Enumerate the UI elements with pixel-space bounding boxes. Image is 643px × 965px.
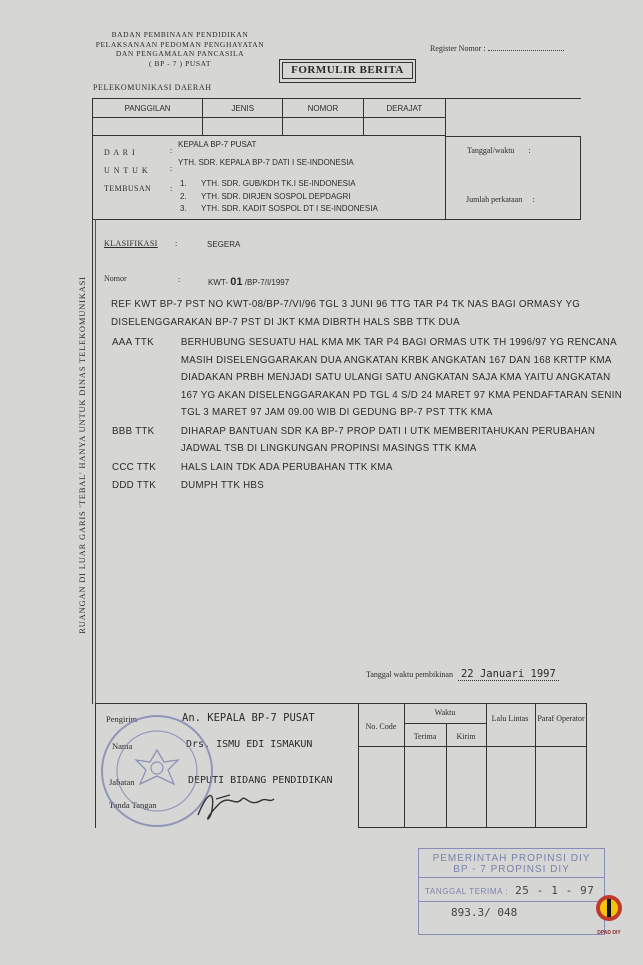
- org-line-1: BADAN PEMBINAAN PENDIDIKAN: [111, 30, 249, 39]
- col-jenis: JENIS: [203, 99, 283, 118]
- untuk-label: U N T U K: [104, 166, 149, 175]
- klasifikasi-label: KLASIFIKASI: [104, 239, 158, 248]
- nama-label: Nama: [112, 741, 133, 751]
- waktu-header: Waktu: [434, 708, 456, 717]
- signature-icon: [190, 785, 280, 825]
- receipt-tanggal: TANGGAL TERIMA : 25 - 1 - 97: [425, 884, 595, 897]
- nomor-value: KWT- 01 /BP-7/I/1997: [208, 276, 290, 288]
- tembusan-item: 2. YTH. SDR. DIRJEN SOSPOL DEPDAGRI: [180, 191, 351, 201]
- jumlah-perkataan-label: Jumlah perkataan :: [466, 195, 535, 204]
- nomor-label: Nomor: [104, 274, 127, 283]
- nama-value: Drs. ISMU EDI ISMAKUN: [186, 739, 313, 750]
- form-title-box: [279, 59, 416, 83]
- telecom-label: PELEKOMUNIKASI DAERAH: [93, 83, 212, 92]
- klasifikasi-value: SEGERA: [207, 240, 241, 249]
- call-sign-table: [92, 98, 446, 136]
- kirim-header: Kirim: [456, 732, 476, 741]
- org-line-4: ( BP - 7 ) PUSAT: [148, 58, 212, 68]
- terima-header: Terima: [413, 732, 437, 741]
- jabatan-label: Jabatan: [109, 777, 135, 787]
- ttd-label: Tanda Tangan: [109, 800, 157, 810]
- tembusan-item: 1. YTH. SDR. GUB/KDH TK.I SE-INDONESIA: [180, 179, 356, 188]
- no-code-header: No. Code: [365, 722, 397, 731]
- paragraph-ddd: DDD TTK DUMPH TTK HBS: [112, 479, 265, 491]
- organization-header: [85, 30, 275, 68]
- paraf-operator-header: Paraf Operator: [537, 714, 585, 723]
- untuk-value: YTH. SDR. KEPALA BP-7 DATI I SE-INDONESIA: [178, 158, 354, 167]
- tanggal-pembikinan-value: 22 Januari 1997: [458, 668, 559, 681]
- tanggal-waktu-label: Tanggal/waktu :: [467, 146, 531, 155]
- message-paragraphs: [112, 334, 633, 495]
- message-ref: REF KWT BP-7 PST NO KWT-08/BP-7/VI/96 TGL 3 JUNI 96 TTG TAR P4 TK NAS BAGI ORMASY YG DISELENGGARAKAN BP-7 PST DI JKT KMA DIBRTH HALS SBB TTK DUA: [111, 298, 581, 328]
- archive-label: DPAD DIY: [597, 930, 621, 936]
- org-line-3: DAN PENGAMALAN PANCASILA: [115, 49, 245, 58]
- org-line-2: PELAKSANAAN PEDOMAN PENGHAYATAN: [95, 39, 265, 49]
- side-notice: RUANGAN DI LUAR GARIS 'TEBAL' HANYA UNTUK DINAS TELEKOMUNIKASI: [77, 276, 87, 634]
- register-label: Register Nomor :: [430, 44, 486, 53]
- receipt-stamp-line-2: BP - 7 PROPINSI DIY: [453, 864, 570, 875]
- archive-emblem-icon: [594, 893, 624, 927]
- register-number: [430, 44, 564, 53]
- receipt-tanggal-value: 25 - 1 - 97: [515, 884, 595, 897]
- pengirim-label: Pengirim: [106, 714, 138, 724]
- receipt-number: 893.3/ 048: [451, 906, 518, 919]
- tembusan-item: 3. YTH. SDR. KADIT SOSPOL DT I SE-INDONESIA: [180, 204, 378, 213]
- receipt-stamp: [418, 848, 605, 935]
- col-panggilan: PANGGILAN: [93, 99, 203, 118]
- paragraph-ccc: CCC TTK HALS LAIN TDK ADA PERUBAHAN TTK KMA: [112, 460, 393, 473]
- dari-value: KEPALA BP-7 PUSAT: [178, 140, 257, 149]
- pengirim-value: An. KEPALA BP-7 PUSAT: [182, 712, 315, 724]
- dari-label: D A R I: [104, 148, 136, 157]
- tanggal-pembikinan: Tanggal waktu pembikinan 22 Januari 1997: [366, 668, 559, 681]
- col-nomor: NOMOR: [283, 99, 363, 118]
- lalu-lintas-header: Lalu Lintas: [491, 714, 529, 723]
- paragraph-bbb: BBB TTK DIHARAP BANTUAN SDR KA BP-7 PROP DATI I UTK MEMBERITAHUKAN PERUBAHAN JADWAL TSB DI LINGKUNGAN PROPINSI MASINGS TTK KMA: [112, 424, 596, 454]
- tembusan-list: [180, 178, 378, 216]
- form-title: FORMULIR BERITA: [282, 62, 413, 79]
- jabatan-value: DEPUTI BIDANG PENDIDIKAN: [188, 775, 333, 786]
- tembusan-label: TEMBUSAN: [104, 184, 152, 193]
- archive-logo: [592, 893, 626, 936]
- col-derajat: DERAJAT: [363, 99, 445, 118]
- receipt-stamp-line-1: PEMERINTAH PROPINSI DIY: [432, 853, 591, 864]
- paragraph-aaa: AAA TTK BERHUBUNG SESUATU HAL KMA MK TAR P4 BAGI ORMAS UTK TH 1996/97 YG RENCANA MASIH DISELENGGARAKAN DUA ANGKATAN KRBK ANGKATAN 167 DAN 168 KRTTP KMA DIADAKAN PRBH MENJADI SATU ULANGI SATU ANGKATAN SAJA KMA YAITU ANGKATAN 167 YG AKAN DISELENGGARAKAN PD TGL 4 S/D 24 MARET 97 KMA PENDAFTARAN SENIN TGL 3 MARET 97 JAM 09.00 WIB DI GEDUNG BP-7 PST TTK KMA: [112, 336, 623, 418]
